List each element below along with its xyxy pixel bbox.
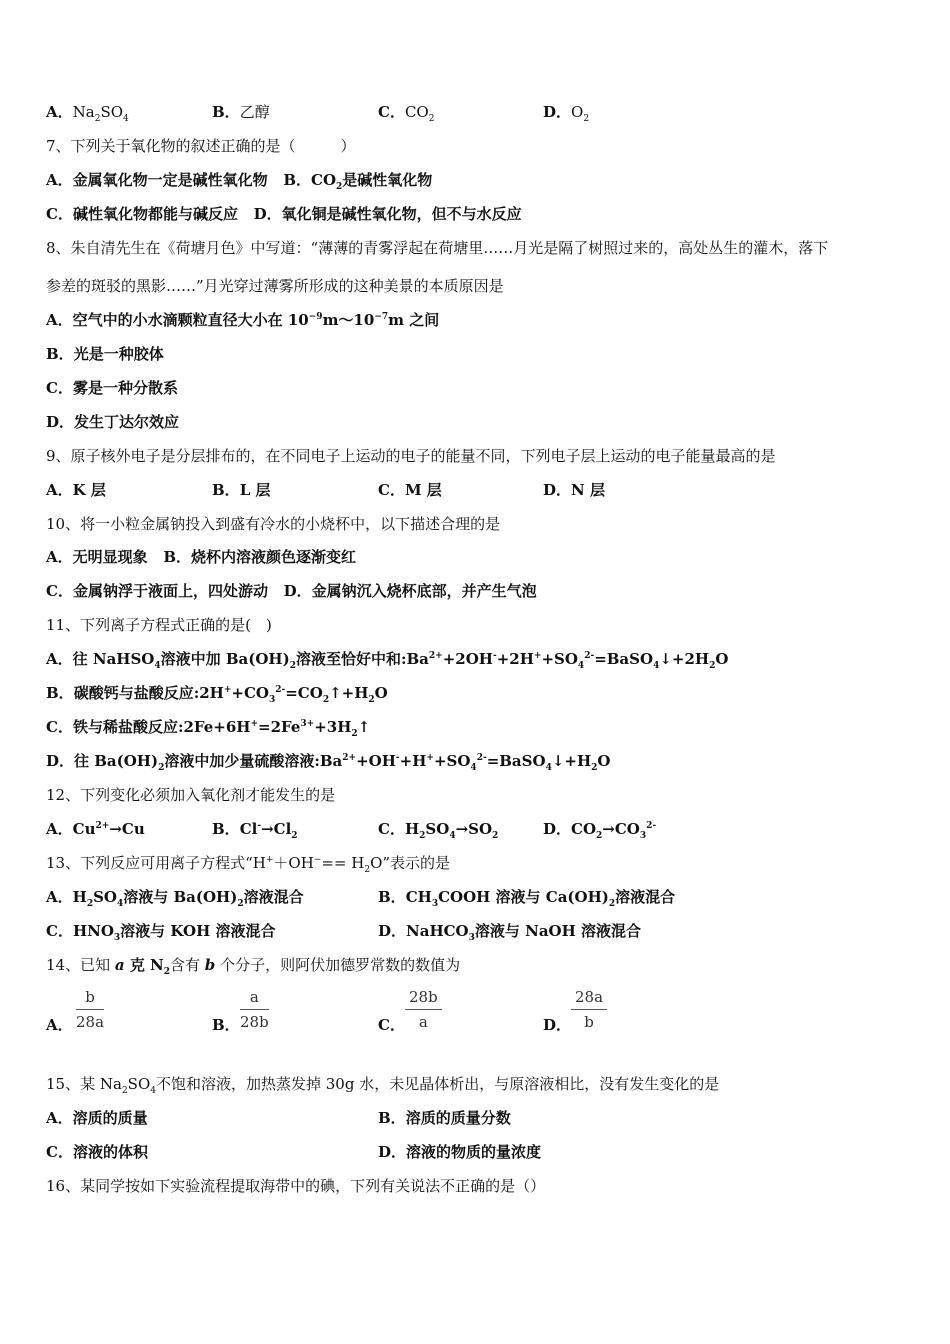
q9-option-a: A．K 层 bbox=[46, 481, 106, 499]
q11-option-b: B．碳酸钙与盐酸反应$:2H^++CO_3^{2-}=CO_2↑+H_2O$ bbox=[46, 684, 388, 705]
q6-option-d: D．$O_2$ bbox=[543, 103, 590, 124]
q14-option-c-fraction: $\frac{28b}{a}$ bbox=[405, 988, 442, 1031]
q9-option-d: D．N 层 bbox=[543, 481, 605, 499]
q13-option-c: C．$HNO_3$溶液与 KOH 溶液混合 bbox=[46, 922, 276, 943]
q8-option-b: B．光是一种胶体 bbox=[46, 345, 164, 363]
q13-stem: 13、下列反应可用离子方程式“$H^++OH^-== H_2O$”表示的是 bbox=[46, 854, 451, 875]
q12-option-d: D．$CO_2\to CO_3^{2-}$ bbox=[543, 820, 657, 841]
q6-option-a: A．$Na_2SO_4$ bbox=[46, 103, 129, 124]
q11-stem: 11、下列离子方程式正确的是( ) bbox=[46, 616, 272, 634]
q14-option-d-label: D． bbox=[543, 1016, 572, 1034]
q7-options-ab: A．金属氧化物一定是碱性氧化物 B．$CO_2$是碱性氧化物 bbox=[46, 171, 433, 192]
q15-stem: 15、某 $Na_2SO_4$不饱和溶液，加热蒸发掉 30g 水，未见晶体析出，与原溶液相比，没有发生变化的是 bbox=[46, 1075, 720, 1096]
q12-option-c: C．$H_2SO_4\to SO_2$ bbox=[378, 820, 499, 841]
q14-option-a-fraction: $\frac{b}{28a}$ bbox=[76, 988, 105, 1031]
q13-option-d: D．NaHCO$_3$溶液与 NaOH 溶液混合 bbox=[378, 922, 642, 943]
q13-option-b: B．$CH_3COOH$ 溶液与 $Ca(OH)_2$溶液混合 bbox=[378, 888, 676, 909]
q14-option-c-label: C． bbox=[378, 1016, 405, 1034]
q14-option-b-label: B． bbox=[212, 1016, 240, 1034]
q8-stem-line1: 8、朱自清先生在《荷塘月色》中写道：“薄薄的青雾浮起在荷塘里……月光是隔了树照过来的，高处丛生的灌木，落下 bbox=[46, 239, 829, 257]
q12-option-a: A．$Cu^{2+}\to Cu$ bbox=[46, 820, 145, 838]
q10-options-cd: C．金属钠浮于液面上，四处游动 D．金属钠沉入烧杯底部，并产生气泡 bbox=[46, 582, 537, 600]
q6-option-c: C．$CO_2$ bbox=[378, 103, 435, 124]
q8-stem-line2: 参差的斑驳的黑影……”月光穿过薄雾所形成的这种美景的本质原因是 bbox=[46, 277, 504, 295]
q8-option-a: A．空气中的小水滴颗粒直径大小在 $10^{-9}m\sim 10^{-7}m$ 之间 bbox=[46, 311, 440, 329]
q7-options-cd: C．碱性氧化物都能与碱反应 D．氧化铜是碱性氧化物，但不与水反应 bbox=[46, 205, 522, 223]
q9-option-c: C．M 层 bbox=[378, 481, 442, 499]
q9-stem: 9、原子核外电子是分层排布的，在不同电子上运动的电子的能量不同，下列电子层上运动的电子能量最高的是 bbox=[46, 447, 776, 465]
q8-option-d: D．发生丁达尔效应 bbox=[46, 413, 180, 431]
q12-option-b: B．$Cl^-\to Cl_2$ bbox=[212, 820, 298, 841]
q15-option-d: D．溶液的物质的量浓度 bbox=[378, 1143, 542, 1161]
q14-stem: 14、已知 a 克 $N_2$含有 b 个分子，则阿伏加德罗常数的数值为 bbox=[46, 956, 461, 977]
q14-option-a-label: A． bbox=[46, 1016, 73, 1034]
q14-option-d-fraction: $\frac{28a}{b}$ bbox=[571, 988, 607, 1031]
q15-option-c: C．溶液的体积 bbox=[46, 1143, 148, 1161]
q10-options-ab: A．无明显现象 B．烧杯内溶液颜色逐渐变红 bbox=[46, 548, 357, 566]
q11-option-d: D．往 $Ba(OH)_2$溶液中加少量硫酸溶液$:Ba^{2+}+OH^-+H^++SO_4^{2-}=BaSO_4↓+H_2O$ bbox=[46, 752, 611, 773]
q15-option-b: B．溶质的质量分数 bbox=[378, 1109, 511, 1127]
q16-stem: 16、某同学按如下实验流程提取海带中的碘，下列有关说法不正确的是（） bbox=[46, 1177, 546, 1195]
q6-option-b: B．乙醇 bbox=[212, 103, 270, 121]
q10-stem: 10、将一小粒金属钠投入到盛有冷水的小烧杯中，以下描述合理的是 bbox=[46, 515, 501, 533]
q11-option-c: C．铁与稀盐酸反应$:2Fe+6H^+=2Fe^{3+}+3H_2↑$ bbox=[46, 718, 371, 739]
q11-option-a: A．往 NaHSO$_4$溶液中加 $Ba(OH)_2$溶液至恰好中和$:Ba^{2+}+2OH^-+2H^++SO_4^{2-}=BaSO_4↓+2H_2O$ bbox=[46, 650, 729, 671]
q8-option-c: C．雾是一种分散系 bbox=[46, 379, 178, 397]
q9-option-b: B．L 层 bbox=[212, 481, 271, 499]
q12-stem: 12、下列变化必须加入氧化剂才能发生的是 bbox=[46, 786, 336, 804]
q7-stem: 7、下列关于氧化物的叙述正确的是（ ） bbox=[46, 137, 356, 155]
q13-option-a: A．$H_2SO_4$溶液与 $Ba(OH)_2$溶液混合 bbox=[46, 888, 304, 909]
q14-option-b-fraction: $\frac{a}{28b}$ bbox=[240, 988, 269, 1031]
q15-option-a: A．溶质的质量 bbox=[46, 1109, 148, 1127]
